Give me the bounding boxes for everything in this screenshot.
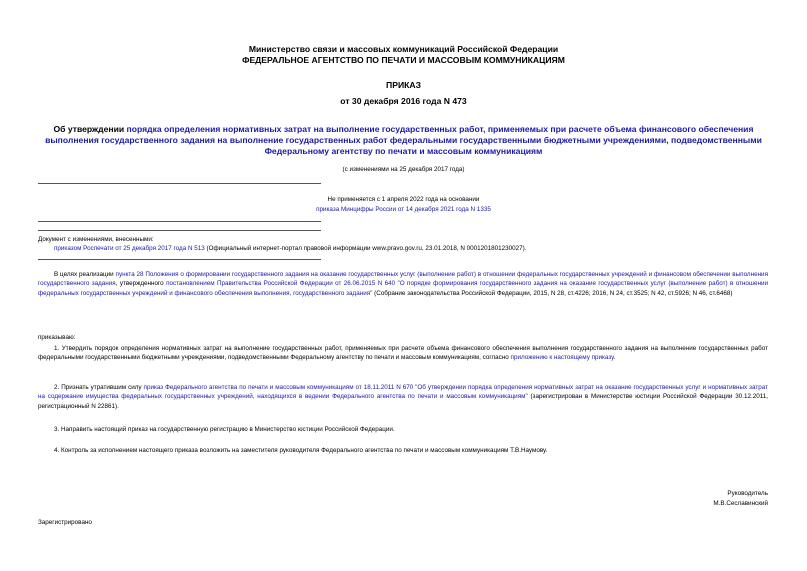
not-applied-link-row <box>0 205 807 214</box>
preamble-text-2: , утвержденного <box>115 280 167 288</box>
divider <box>38 221 321 222</box>
item-2-end: (зарегистрирован в Министерстве юстиции Российской Федерации 30.12.2011, регистрационный N 22861). <box>38 393 769 410</box>
signature-position: Руководитель <box>727 490 768 497</box>
signature-name: М.В.Сеславинский <box>713 500 768 507</box>
document-title <box>30 124 777 157</box>
document-date: от 30 декабря 2016 года N 473 <box>340 96 467 106</box>
agency-name: ФЕДЕРАЛЬНОЕ АГЕНТСТВО ПО ПЕЧАТИ И МАССОВЫМ КОММУНИКАЦИЯМ <box>242 55 565 65</box>
item-1-text: 1. Утвердить порядок определения нормативных затрат на выполнение государственных работ, применяемых при расчете объема финансового обеспечения выполнения государственного задания на выполнение государственных работ федеральными государственными бюджетными учреждениями, подведомственными Федеральному агентству по печати и массовым коммуникациям, согласно <box>38 345 768 362</box>
amendment-note: (с изменениями на 25 декабря 2017 года) <box>342 166 465 173</box>
not-applied-link[interactable]: приказа Минцифры России от 14 декабря 2021 года N 1335 <box>316 206 491 213</box>
preamble-link-2[interactable]: постановлением Правительства Российской Федерации от 26.06.2015 N 640 "О порядке формирования государственного задания на оказание государственных услуг (выполнение работ) в отношении федеральных государственных учреждений и финансового обеспечения выполнения, государственного задания" <box>38 280 768 297</box>
registered-label: Зарегистрировано <box>38 519 92 526</box>
title-link[interactable]: порядка определения нормативных затрат на выполнение государственных работ, применяемых при расчете объема финансового обеспечения выполнения государственного задания на выполнение государственных работ федеральными государственными бюджетными учреждениями, подведомственными Федеральному агентству по печати и массовым коммуникациям <box>45 124 762 156</box>
changes-rest: (Официальный интернет-портал правовой информации www.pravo.gov.ru, 23.01.2018, N 0001201801230027). <box>204 245 527 252</box>
divider <box>38 259 321 260</box>
changes-label: Документ с изменениями, внесенными: <box>38 236 154 243</box>
divider <box>38 183 321 184</box>
divider <box>38 230 321 231</box>
item-2-text: 2. Признать утратившим силу <box>54 384 144 391</box>
document-type: ПРИКАЗ <box>386 80 421 90</box>
changes-link[interactable]: приказом Роспечати от 25 декабря 2017 года N 513 <box>54 245 205 252</box>
preamble-text-1: В целях реализации <box>54 271 116 278</box>
preamble-text-3: (Собрание законодательства Российской Федерации, 2015, N 28, ст.4226; 2016, N 24, ст.3525; N 42, ст.5926; N 46, ст.6468) <box>372 289 733 297</box>
ministry-name: Министерство связи и массовых коммуникаций Российской Федерации <box>248 44 559 54</box>
order-word: приказываю: <box>38 334 76 341</box>
order-item-1 <box>38 344 768 363</box>
item-1-link[interactable]: приложению к настоящему приказу <box>510 354 614 362</box>
not-applied-line: Не применяется с 1 апреля 2022 года на основании <box>327 196 480 203</box>
item-1-end: . <box>613 354 616 362</box>
order-item-2 <box>38 383 768 411</box>
preamble-link-1[interactable]: пункта 28 Положения о формировании государственного задания на оказание государственных услуг (выполнение работ) в отношении федеральных государственных учреждений и финансовом обеспечении выполнения государственного задания <box>38 271 768 288</box>
item-2-link[interactable]: приказ Федерального агентства по печати и массовым коммуникациям от 18.11.2011 N 670 "Об утверждении порядка определения нормативных затрат на оказание государственных услуг и нормативных затрат на содержание имущества федеральных государственных учреждений, находящихся в ведении Федерального агентства по печати и массовым коммуникациям" <box>38 384 768 401</box>
title-prefix: Об утверждении <box>53 124 127 134</box>
preamble <box>38 270 768 298</box>
order-item-4: 4. Контроль за исполнением настоящего приказа возложить на заместителя руководителя Федерального агентства по печати и массовым коммуникациям Т.В.Наумову. <box>54 447 548 454</box>
order-item-3: 3. Направить настоящий приказ на государственную регистрацию в Министерство юстиции Российской Федерации. <box>54 426 395 433</box>
changes-info <box>38 244 768 253</box>
